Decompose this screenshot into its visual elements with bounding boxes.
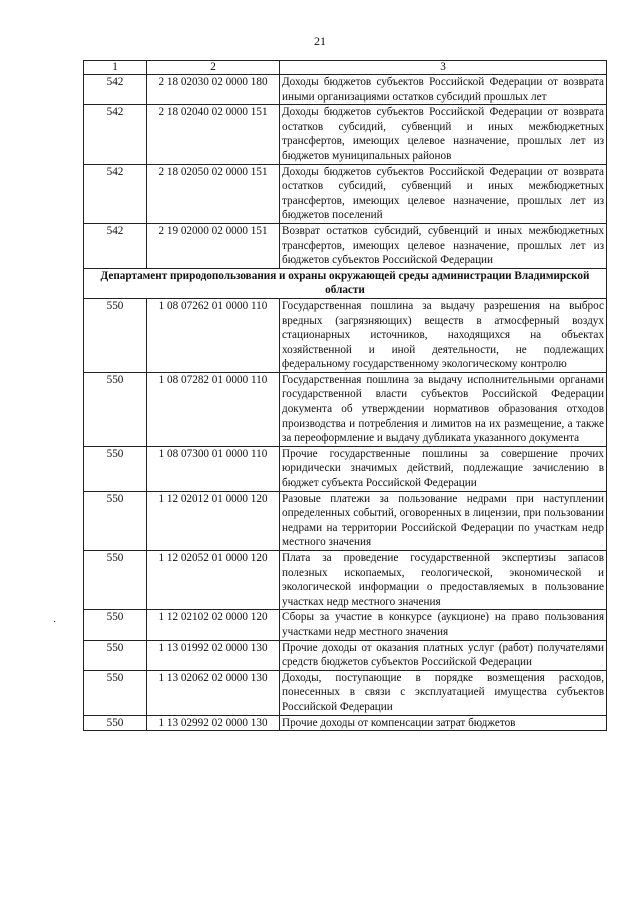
description-cell: Прочие государственные пошлины за совершение прочих юридически значимых действий, подлежащие зачислению в бюджет субъекта Российской Федерации	[280, 446, 607, 491]
admin-code-cell: 550	[84, 670, 147, 715]
revenue-code-cell: 1 12 02052 01 0000 120	[147, 551, 280, 610]
admin-code-cell: 542	[84, 223, 147, 268]
description-cell: Доходы бюджетов субъектов Российской Федерации от возврата иными организациями остатков субсидий прошлых лет	[280, 75, 607, 105]
admin-code-cell: 550	[84, 640, 147, 670]
table-row	[84, 372, 607, 446]
description-cell: Разовые платежи за пользование недрами при наступлении определенных событий, оговоренных в лицензии, при пользовании недрами на территории Российской Федерации по участкам недр местного значения	[280, 491, 607, 550]
revenue-code-cell: 1 12 02102 02 0000 120	[147, 610, 280, 640]
table-row	[84, 491, 607, 550]
revenue-code-cell: 2 18 02030 02 0000 180	[147, 75, 280, 105]
description-cell: Государственная пошлина за выдачу исполнительными органами государственной власти субъектов Российской Федерации документа об утверждении нормативов образования отходов производства и потребления и лимитов на их размещение, а также за переоформление и выдачу дубликата указанного документа	[280, 372, 607, 446]
revenue-code-cell: 2 18 02040 02 0000 151	[147, 105, 280, 164]
page-number: 21	[314, 34, 326, 48]
description-cell: Государственная пошлина за выдачу разрешения на выброс вредных (загрязняющих) веществ в атмосферный воздух стационарных источников, находящихся на объектах хозяйственной и иной деятельности, не подлежащих федеральному государственному экологическому контролю	[280, 298, 607, 372]
margin-mark: ·	[53, 617, 57, 628]
table-row	[84, 551, 607, 610]
admin-code-cell: 550	[84, 298, 147, 372]
description-cell: Плата за проведение государственной экспертизы запасов полезных ископаемых, геологической, экономической и экологической информации о предоставляемых в пользование участках недр местного значения	[280, 551, 607, 610]
revenue-code-cell: 2 18 02050 02 0000 151	[147, 164, 280, 223]
revenue-code-cell: 1 12 02012 01 0000 120	[147, 491, 280, 550]
revenue-code-cell: 1 13 01992 02 0000 130	[147, 640, 280, 670]
description-cell: Доходы бюджетов субъектов Российской Федерации от возврата остатков субсидий, субвенций и иных межбюджетных трансфертов, имеющих целевое назначение, прошлых лет из бюджетов муниципальных районов	[280, 105, 607, 164]
admin-code-cell: 542	[84, 75, 147, 105]
header-col-1: 1	[84, 61, 147, 75]
description-cell: Прочие доходы от оказания платных услуг (работ) получателями средств бюджетов субъектов Российской Федерации	[280, 640, 607, 670]
revenue-code-cell: 1 08 07262 01 0000 110	[147, 298, 280, 372]
revenue-code-cell: 1 13 02062 02 0000 130	[147, 670, 280, 715]
table-row	[84, 446, 607, 491]
admin-code-cell: 550	[84, 551, 147, 610]
admin-code-cell: 542	[84, 164, 147, 223]
description-cell: Прочие доходы от компенсации затрат бюджетов	[280, 715, 607, 731]
table-row	[84, 75, 607, 105]
description-cell: Сборы за участие в конкурсе (аукционе) на право пользования участками недр местного значения	[280, 610, 607, 640]
header-col-3: 3	[280, 61, 607, 75]
table-row	[84, 715, 607, 731]
description-cell: Доходы, поступающие в порядке возмещения расходов, понесенных в связи с эксплуатацией имущества субъектов Российской Федерации	[280, 670, 607, 715]
revenue-code-cell: 1 08 07282 01 0000 110	[147, 372, 280, 446]
description-cell: Возврат остатков субсидий, субвенций и иных межбюджетных трансфертов, имеющих целевое назначение, прошлых лет из бюджетов субъектов Российской Федерации	[280, 223, 607, 268]
table-header-row	[84, 61, 607, 75]
table-row	[84, 640, 607, 670]
admin-code-cell: 550	[84, 491, 147, 550]
header-col-2: 2	[147, 61, 280, 75]
table-row	[84, 105, 607, 164]
revenue-codes-table	[83, 60, 607, 731]
admin-code-cell: 550	[84, 372, 147, 446]
table-row	[84, 298, 607, 372]
section-row	[84, 268, 607, 298]
admin-code-cell: 542	[84, 105, 147, 164]
section-title: Департамент природопользования и охраны окружающей среды администрации Владимирской области	[84, 268, 607, 298]
admin-code-cell: 550	[84, 715, 147, 731]
description-cell: Доходы бюджетов субъектов Российской Федерации от возврата остатков субсидий, субвенций и иных межбюджетных трансфертов, имеющих целевое назначение, прошлых лет из бюджетов поселений	[280, 164, 607, 223]
revenue-code-cell: 2 19 02000 02 0000 151	[147, 223, 280, 268]
table-row	[84, 610, 607, 640]
admin-code-cell: 550	[84, 446, 147, 491]
revenue-code-cell: 1 08 07300 01 0000 110	[147, 446, 280, 491]
table-row	[84, 164, 607, 223]
table-row	[84, 670, 607, 715]
revenue-code-cell: 1 13 02992 02 0000 130	[147, 715, 280, 731]
admin-code-cell: 550	[84, 610, 147, 640]
table-row	[84, 223, 607, 268]
